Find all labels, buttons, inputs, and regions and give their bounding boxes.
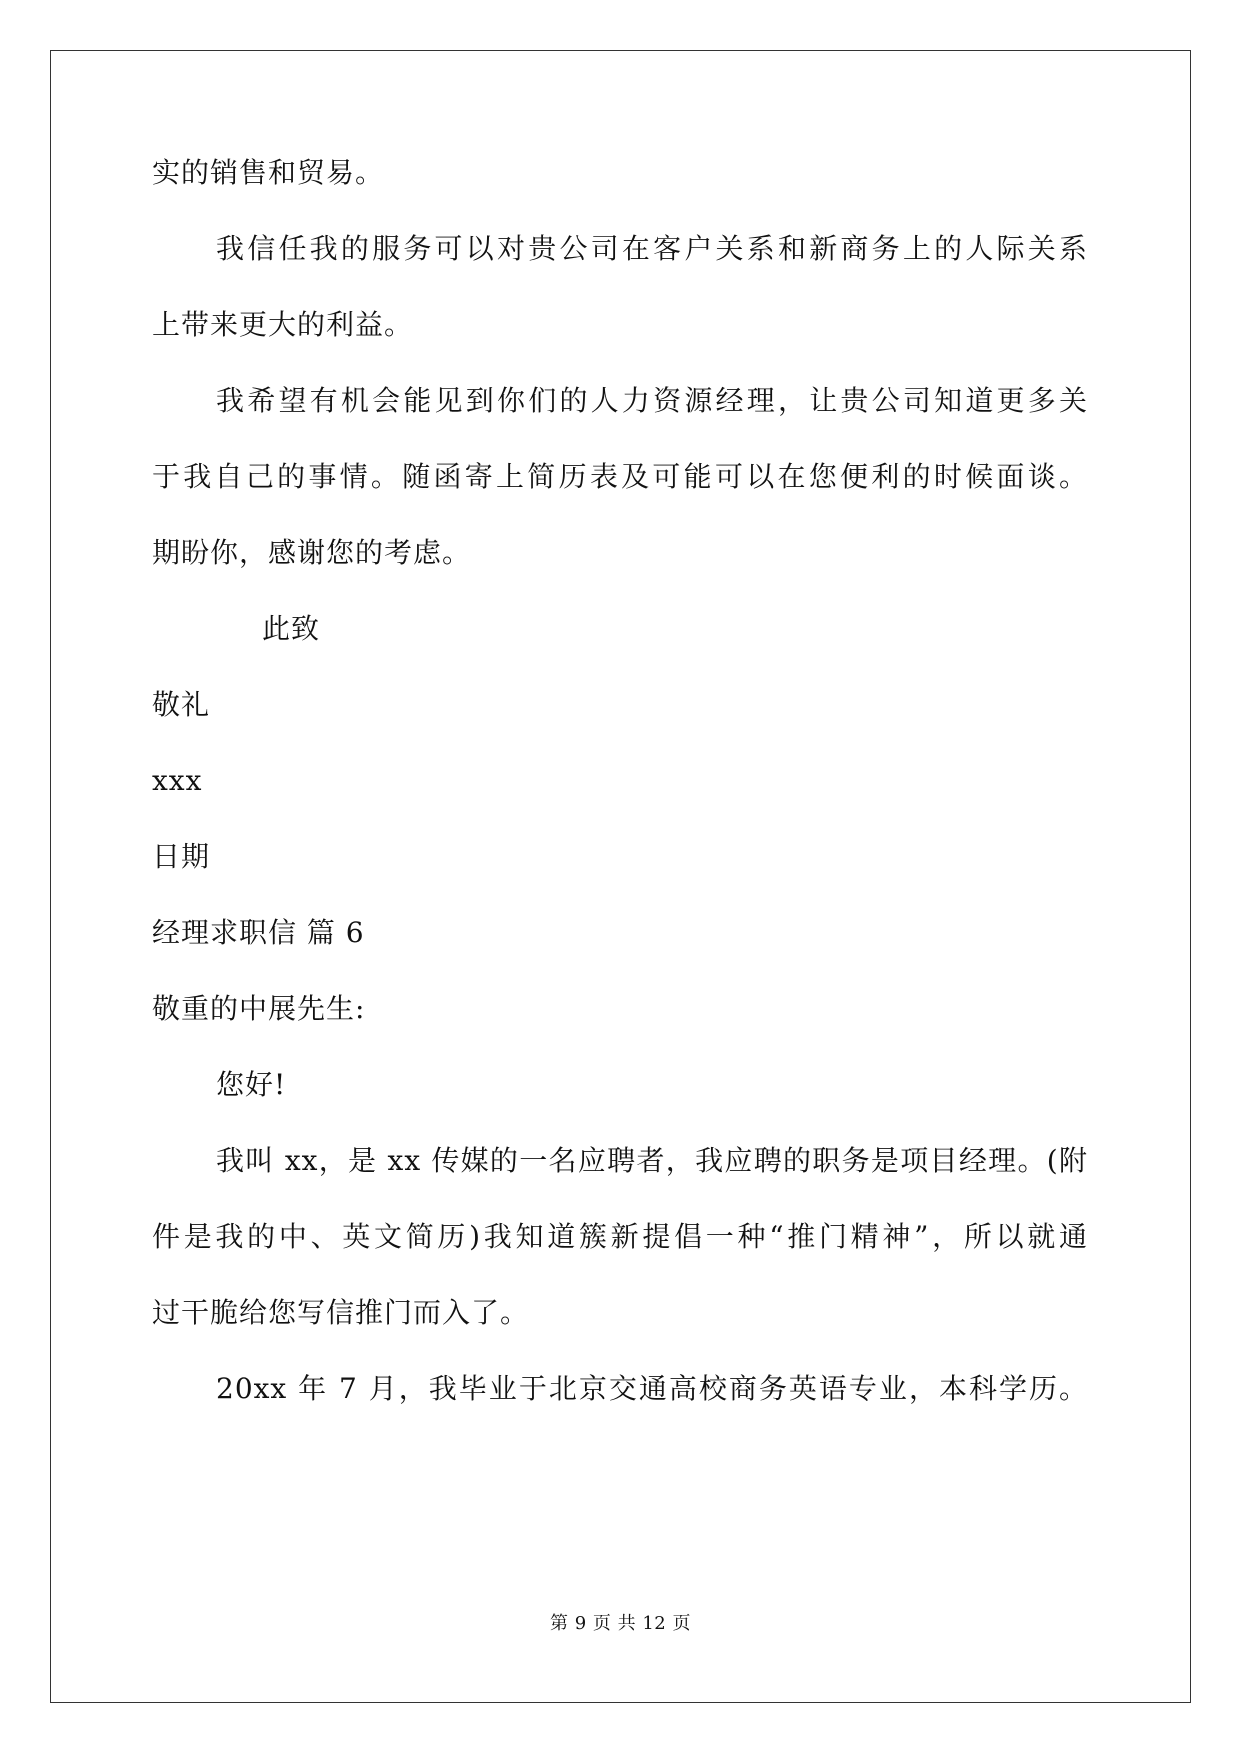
greeting: 您好!: [216, 1068, 287, 1101]
text-line: 实的销售和贸易。: [152, 156, 385, 189]
text-line: 上带来更大的利益。: [152, 308, 414, 341]
page-number: 第 9 页 共 12 页: [550, 1613, 691, 1634]
text-line: 于我自己的事情。随函寄上简历表及可能可以在您便利的时候面谈。: [152, 460, 1088, 493]
text-line: 我希望有机会能见到你们的人力资源经理，让贵公司知道更多关: [216, 384, 1088, 417]
closing-salutation: 敬礼: [152, 688, 211, 721]
text-line: 件是我的中、英文简历)我知道簇新提倡一种“推门精神”，所以就通: [152, 1220, 1088, 1253]
signature: xxx: [152, 764, 203, 797]
text-line: 我叫 xx，是 xx 传媒的一名应聘者，我应聘的职务是项目经理。(附: [216, 1144, 1088, 1177]
page-border: [50, 50, 1191, 1703]
text-line: 20xx 年 7 月，我毕业于北京交通高校商务英语专业，本科学历。: [216, 1372, 1088, 1405]
text-line: 我信任我的服务可以对贵公司在客户关系和新商务上的人际关系: [216, 232, 1088, 265]
date-line: 日期: [152, 840, 211, 873]
salutation: 敬重的中展先生:: [152, 992, 366, 1025]
section-heading: 经理求职信 篇 6: [152, 916, 365, 949]
text-line: 期盼你，感谢您的考虑。: [152, 536, 472, 569]
closing-line: 此致: [262, 612, 321, 645]
text-line: 过干脆给您写信推门而入了。: [152, 1296, 530, 1329]
